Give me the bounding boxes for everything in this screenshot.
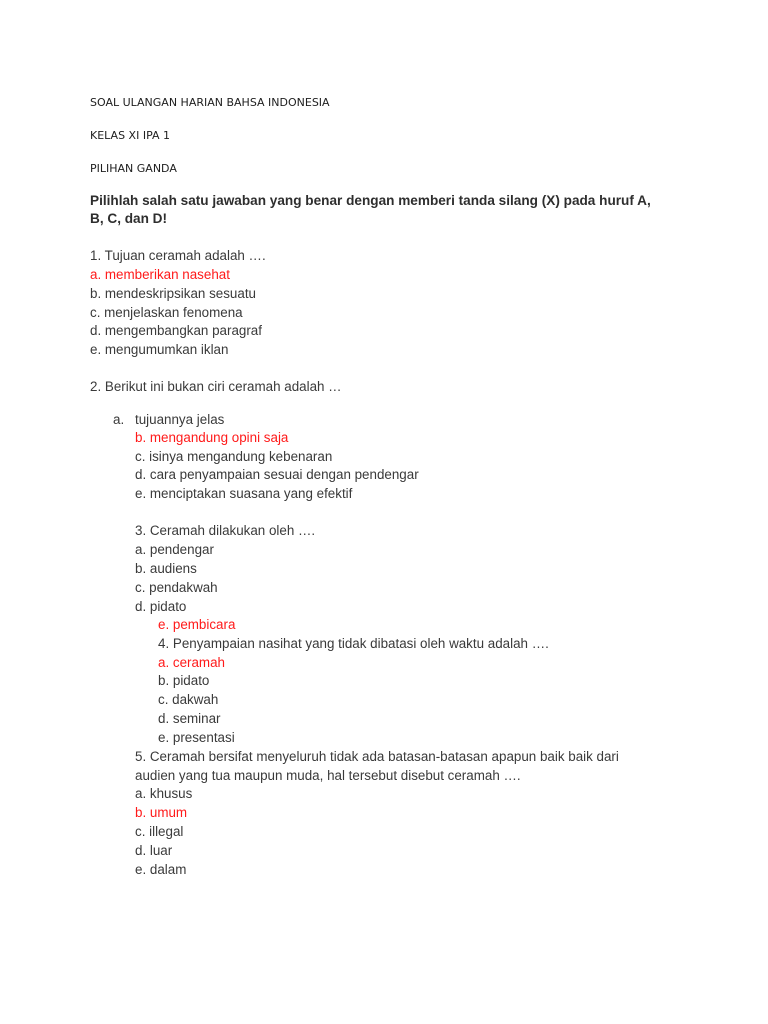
q5-option-d: d. luar (135, 843, 173, 858)
q2-option-d: d. cara penyampaian sesuai dengan pendengar (135, 467, 419, 482)
q4-option-e: e. presentasi (158, 730, 235, 745)
q5-option-b-answer: b. umum (135, 805, 188, 820)
question-2: 2. Berikut ini bukan ciri ceramah adalah … (90, 379, 342, 394)
question-3: 3. Ceramah dilakukan oleh …. (135, 523, 316, 538)
question-5-line-2: audien yang tua maupun muda, hal tersebut disebut ceramah …. (135, 768, 521, 783)
q4-option-c: c. dakwah (158, 692, 219, 707)
question-4: 4. Penyampaian nasihat yang tidak dibatasi oleh waktu adalah …. (158, 636, 549, 651)
q4-option-d: d. seminar (158, 711, 221, 726)
q1-option-d: d. mengembangkan paragraf (90, 323, 262, 338)
q3-option-a: a. pendengar (135, 542, 214, 557)
q5-option-e: e. dalam (135, 862, 187, 877)
q2-option-a-marker: a. (113, 412, 125, 427)
q5-option-a: a. khusus (135, 786, 193, 801)
instruction-line-1: Pilihlah salah satu jawaban yang benar dengan memberi tanda silang (X) pada huruf A, (90, 193, 651, 208)
q3-option-b: b. audiens (135, 561, 197, 576)
q1-option-e: e. mengumumkan iklan (90, 342, 229, 357)
q1-option-b: b. mendeskripsikan sesuatu (90, 286, 256, 301)
q3-option-c: c. pendakwah (135, 580, 218, 595)
q1-option-c: c. menjelaskan fenomena (90, 305, 243, 320)
document-title: SOAL ULANGAN HARIAN BAHSA INDONESIA (90, 96, 330, 109)
q3-option-d: d. pidato (135, 599, 187, 614)
q2-option-c: c. isinya mengandung kebenaran (135, 449, 333, 464)
question-1: 1. Tujuan ceramah adalah …. (90, 248, 266, 263)
class-label: KELAS XI IPA 1 (90, 129, 171, 142)
q2-option-b-answer: b. mengandung opini saja (135, 430, 289, 445)
q2-option-a: tujuannya jelas (135, 412, 225, 427)
q3-option-e-answer: e. pembicara (158, 617, 236, 632)
q1-option-a-answer: a. memberikan nasehat (90, 267, 230, 282)
q5-option-c: c. illegal (135, 824, 184, 839)
q2-option-e: e. menciptakan suasana yang efektif (135, 486, 353, 501)
question-5-line-1: 5. Ceramah bersifat menyeluruh tidak ada batasan-batasan apapun baik baik dari (135, 749, 619, 764)
section-title: PILIHAN GANDA (90, 162, 177, 175)
instruction-line-2: B, C, dan D! (90, 211, 168, 226)
q4-option-a-answer: a. ceramah (158, 655, 225, 670)
q4-option-b: b. pidato (158, 673, 210, 688)
